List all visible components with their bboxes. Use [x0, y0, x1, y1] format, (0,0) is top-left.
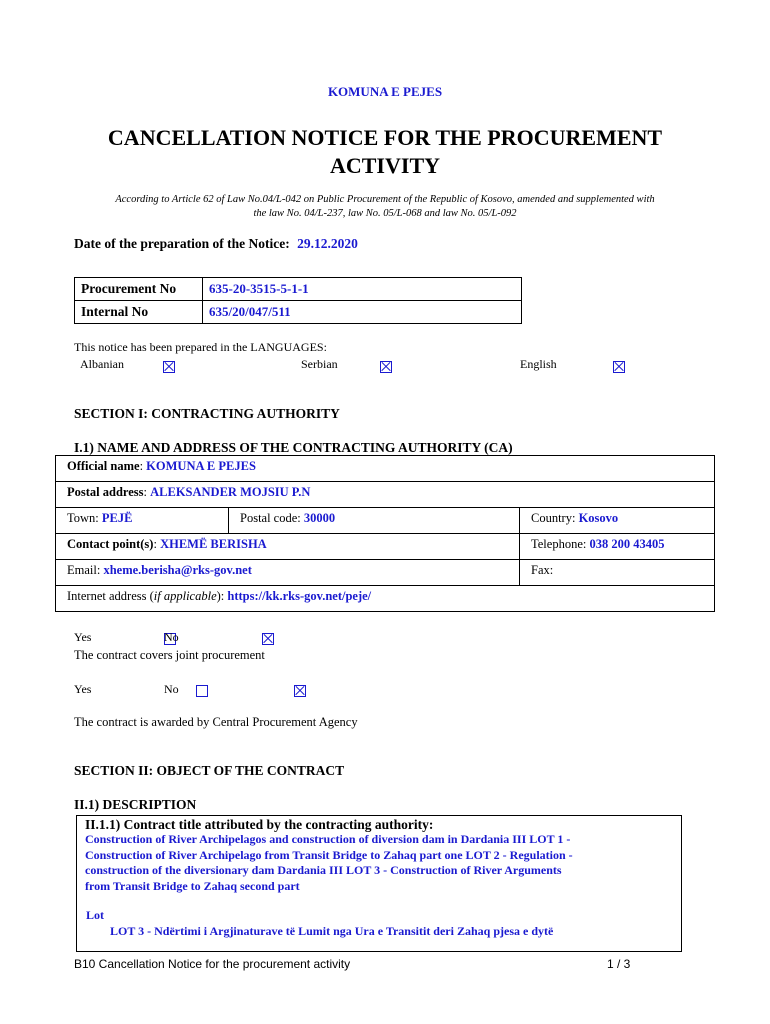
internet-label-end: ):	[216, 589, 225, 603]
language-albanian-checkbox[interactable]	[163, 361, 175, 373]
joint-yes-label: Yes	[74, 630, 92, 644]
languages-intro: This notice has been prepared in the LANGUAGES:	[74, 340, 327, 354]
postal-address-row	[56, 482, 715, 508]
central-agency-text: The contract is awarded by Central Procurement Agency	[74, 715, 358, 729]
page-title-line2: ACTIVITY	[329, 153, 441, 178]
internet-cell	[56, 586, 715, 612]
telephone-cell	[520, 534, 715, 560]
internet-label: Internet address (	[67, 589, 154, 603]
contract-title-line3: construction of the diversionary dam Dardania III LOT 3 - Construction of River Arguments	[85, 863, 562, 877]
language-serbian-label: Serbian	[301, 357, 338, 371]
official-name-cell: Official name: KOMUNA E PEJES	[56, 456, 715, 482]
joint-no-checkbox[interactable]	[262, 633, 274, 645]
procurement-no-value: 635-20-3515-5-1-1	[203, 278, 522, 301]
country-value: Kosovo	[578, 511, 619, 525]
procurement-id-table	[74, 277, 522, 324]
contact-row	[56, 534, 715, 560]
contract-title-line1: Construction of River Archipelagos and construction of diversion dam in Dardania III LOT 1 -	[85, 832, 571, 846]
internal-no-label: Internal No	[75, 301, 203, 324]
telephone-label: Telephone:	[531, 537, 587, 551]
language-serbian-checkbox[interactable]	[380, 361, 392, 373]
town-cell	[56, 508, 229, 534]
fax-cell	[520, 560, 715, 586]
contract-title-label: II.1.1) Contract title attributed by the contracting authority:	[85, 817, 434, 832]
joint-no-label: No	[164, 630, 179, 644]
contract-title-line2: Construction of River Archipelago from Transit Bridge to Zahaq part one LOT 2 - Regulation -	[85, 847, 573, 862]
internet-label-italic: if applicable	[153, 589, 217, 603]
authority-header: KOMUNA E PEJES	[327, 84, 443, 99]
official-name-value: KOMUNA E PEJES	[146, 459, 256, 473]
joint-procurement-text: The contract covers joint procurement	[74, 648, 265, 662]
town-label: Town:	[67, 511, 99, 525]
contract-title-line4: from Transit Bridge to Zahaq second part	[85, 878, 300, 893]
email-label: Email:	[67, 563, 101, 577]
page-title-line1: CANCELLATION NOTICE FOR THE PROCUREMENT	[107, 125, 663, 150]
postal-code-value: 30000	[303, 511, 336, 525]
town-row	[56, 508, 715, 534]
postal-address-cell: Postal address: ALEKSANDER MOJSIU P.N	[56, 482, 715, 508]
postal-address-value: ALEKSANDER MOJSIU P.N	[150, 485, 311, 499]
language-english-checkbox[interactable]	[613, 361, 625, 373]
country-label: Country:	[531, 511, 576, 525]
official-name-label: Official name	[67, 459, 140, 473]
town-value: PEJË	[101, 511, 133, 525]
notice-date-label: Date of the preparation of the Notice:	[74, 236, 290, 251]
central-yes-label: Yes	[74, 682, 92, 696]
official-name-row	[56, 456, 715, 482]
internet-row	[56, 586, 715, 612]
language-albanian-label: Albanian	[80, 357, 124, 371]
procurement-no-label: Procurement No	[75, 278, 203, 301]
postal-code-label: Postal code:	[240, 511, 301, 525]
footer-page-number: 1 / 3	[607, 957, 631, 971]
section-1-subheading: I.1) NAME AND ADDRESS OF THE CONTRACTING AUTHORITY (CA)	[74, 440, 513, 455]
lot-value: LOT 3 - Ndërtimi i Argjinaturave të Lumit nga Ura e Transitit deri Zahaq pjesa e dytë	[110, 924, 554, 938]
lot-label: Lot	[86, 908, 104, 922]
telephone-value: 038 200 43405	[589, 537, 665, 551]
country-cell	[520, 508, 715, 534]
contracting-authority-table	[55, 455, 715, 612]
procurement-no-row	[75, 278, 522, 301]
section-2-subheading: II.1) DESCRIPTION	[74, 797, 197, 812]
footer-document-name: B10 Cancellation Notice for the procurement activity	[74, 957, 351, 971]
central-yes-checkbox[interactable]	[196, 685, 208, 697]
email-cell	[56, 560, 520, 586]
email-row	[56, 560, 715, 586]
section-1-heading: SECTION I: CONTRACTING AUTHORITY	[74, 406, 340, 421]
notice-date-row	[74, 236, 358, 252]
notice-date-value: 29.12.2020	[297, 236, 358, 251]
central-no-checkbox[interactable]	[294, 685, 306, 697]
fax-label: Fax:	[531, 563, 554, 577]
email-value[interactable]: xheme.berisha@rks-gov.net	[103, 563, 252, 577]
central-no-label: No	[164, 682, 179, 696]
page-title	[60, 124, 710, 180]
legal-basis-line2: the law No. 04/L-237, law No. 05/L-068 and law No. 05/L-092	[253, 208, 517, 219]
language-english-label: English	[520, 357, 557, 371]
postal-code-cell	[229, 508, 520, 534]
section-2-heading: SECTION II: OBJECT OF THE CONTRACT	[74, 763, 345, 778]
legal-basis-line1: According to Article 62 of Law No.04/L-042 on Public Procurement of the Republic of Kosovo, amended and supplemented with	[115, 194, 655, 205]
contact-value: XHEMË BERISHA	[160, 537, 267, 551]
internal-no-value: 635/20/047/511	[203, 301, 522, 324]
internal-no-row	[75, 301, 522, 324]
contract-title-text	[85, 832, 681, 894]
legal-basis	[70, 193, 700, 221]
internet-value[interactable]: https://kk.rks-gov.net/peje/	[227, 589, 372, 603]
contact-label: Contact point(s)	[67, 537, 154, 551]
description-box	[76, 815, 682, 952]
postal-address-label: Postal address	[67, 485, 144, 499]
contact-cell: Contact point(s): XHEMË BERISHA	[56, 534, 520, 560]
